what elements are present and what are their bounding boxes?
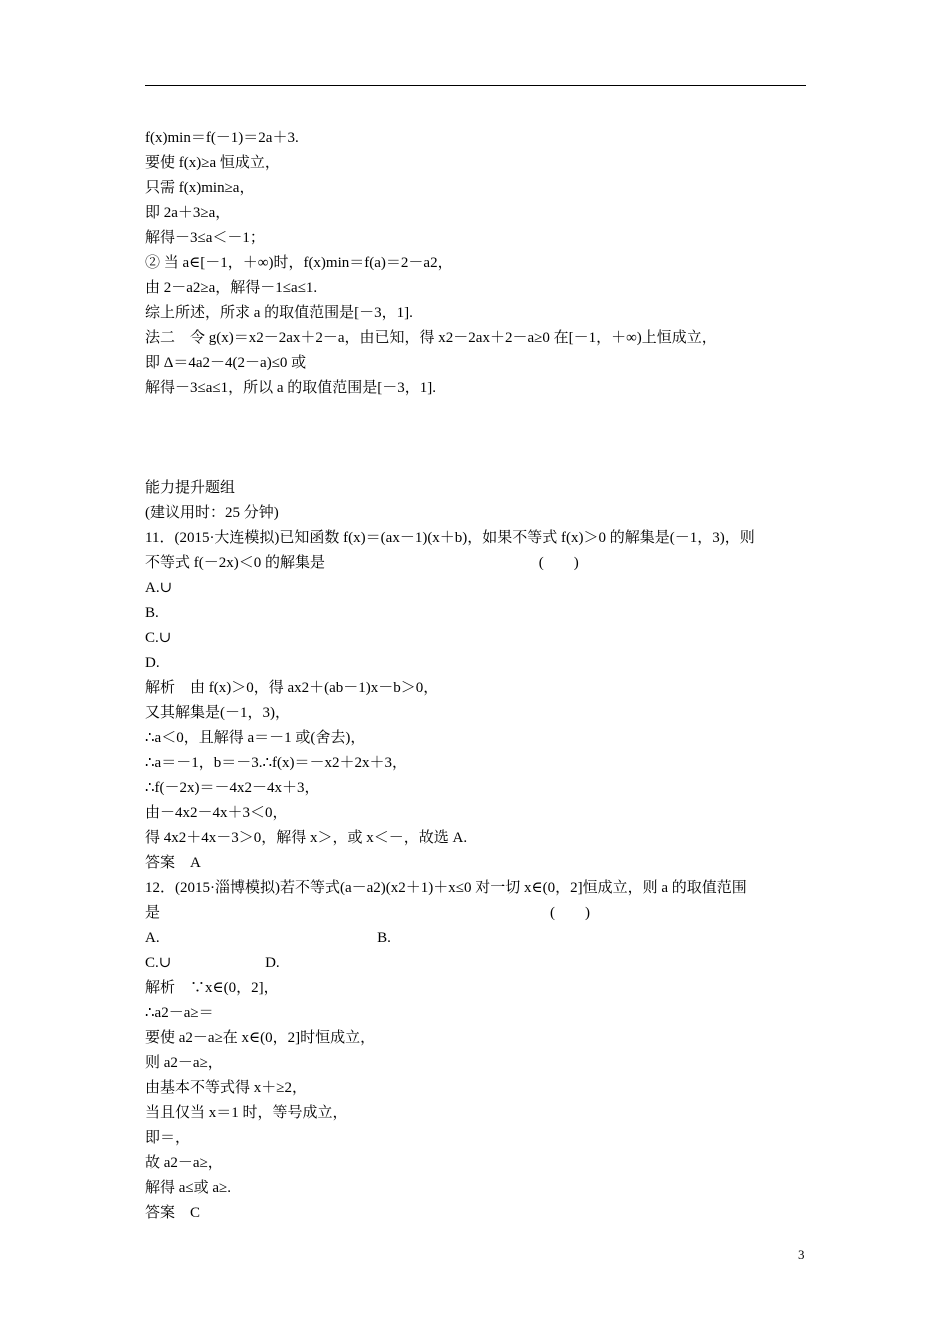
text-line: ∴a＝－1，b＝－3.∴f(x)＝－x2＋2x＋3， <box>145 755 407 771</box>
text-line: 答案 A <box>145 855 201 871</box>
text-line: 要使 f(x)≥a 恒成立， <box>145 155 280 171</box>
text-line: D. <box>145 655 160 671</box>
text-line: 解析 由 f(x)＞0，得 ax2＋(ab－1)x－b＞0， <box>145 680 439 696</box>
text-line: 则 a2－a≥， <box>145 1055 223 1071</box>
text-line: 由－4x2－4x＋3＜0， <box>145 805 288 821</box>
text-line: 解得－3≤a≤1，所以 a 的取值范围是[－3，1]. <box>145 380 437 396</box>
text-line: (建议用时：25 分钟) <box>145 505 279 521</box>
header-rule <box>145 85 806 86</box>
text-line: 是 ( ) <box>145 905 590 921</box>
text-line: 能力提升题组 <box>145 480 236 496</box>
text-line: 解析 ∵x∈(0，2]， <box>145 980 279 996</box>
text-line: 12．(2015·淄博模拟)若不等式(a－a2)(x2＋1)＋x≤0 对一切 x∈(0，2]恒成立，则 a 的取值范围 <box>145 880 747 896</box>
text-line: ② 当 a∈[－1，＋∞)时，f(x)min＝f(a)＝2－a2， <box>145 255 453 271</box>
text-line: B. <box>145 605 159 621</box>
text-line: 解得 a≤或 a≥. <box>145 1180 232 1196</box>
text-line: ∴a2－a≥＝ <box>145 1005 214 1021</box>
text-line: A. B. <box>145 930 391 946</box>
text-line: 法二 令 g(x)＝x2－2ax＋2－a，由已知，得 x2－2ax＋2－a≥0 在[－1，＋∞)上恒成立， <box>145 330 717 346</box>
text-line: C.∪ <box>145 630 172 646</box>
text-line: 由基本不等式得 x＋≥2， <box>145 1080 307 1096</box>
text-line: ∴f(－2x)＝－4x2－4x＋3， <box>145 780 320 796</box>
text-line: 即 2a＋3≥a， <box>145 205 231 221</box>
text-line: 11．(2015·大连模拟)已知函数 f(x)＝(ax－1)(x＋b)，如果不等式 f(x)＞0 的解集是(－1，3)，则 <box>145 530 755 546</box>
text-line: C.∪ D. <box>145 955 280 971</box>
text-line: 得 4x2＋4x－3＞0，解得 x＞，或 x＜－，故选 A. <box>145 830 468 846</box>
page-number: 3 <box>798 1247 805 1262</box>
text-line: A.∪ <box>145 580 173 596</box>
text-line: 由 2－a2≥a，解得－1≤a≤1. <box>145 280 318 296</box>
text-line: 答案 C <box>145 1205 201 1221</box>
text-line: 综上所述，所求 a 的取值范围是[－3，1]. <box>145 305 413 321</box>
text-line: 又其解集是(－1，3)， <box>145 705 290 721</box>
text-line: ∴a＜0，且解得 a＝－1 或(舍去)， <box>145 730 366 746</box>
text-line: 解得－3≤a＜－1； <box>145 230 265 246</box>
text-line: 不等式 f(－2x)＜0 的解集是 ( ) <box>145 555 579 571</box>
text-line: 要使 a2－a≥在 x∈(0，2]时恒成立， <box>145 1030 376 1046</box>
text-line: 只需 f(x)min≥a， <box>145 180 255 196</box>
text-line: f(x)min＝f(－1)＝2a＋3. <box>145 130 299 146</box>
text-line: 即 Δ＝4a2－4(2－a)≤0 或 <box>145 355 307 371</box>
text-line: 当且仅当 x＝1 时，等号成立， <box>145 1105 348 1121</box>
text-line: 即＝， <box>145 1130 191 1146</box>
text-line: 故 a2－a≥， <box>145 1155 223 1171</box>
